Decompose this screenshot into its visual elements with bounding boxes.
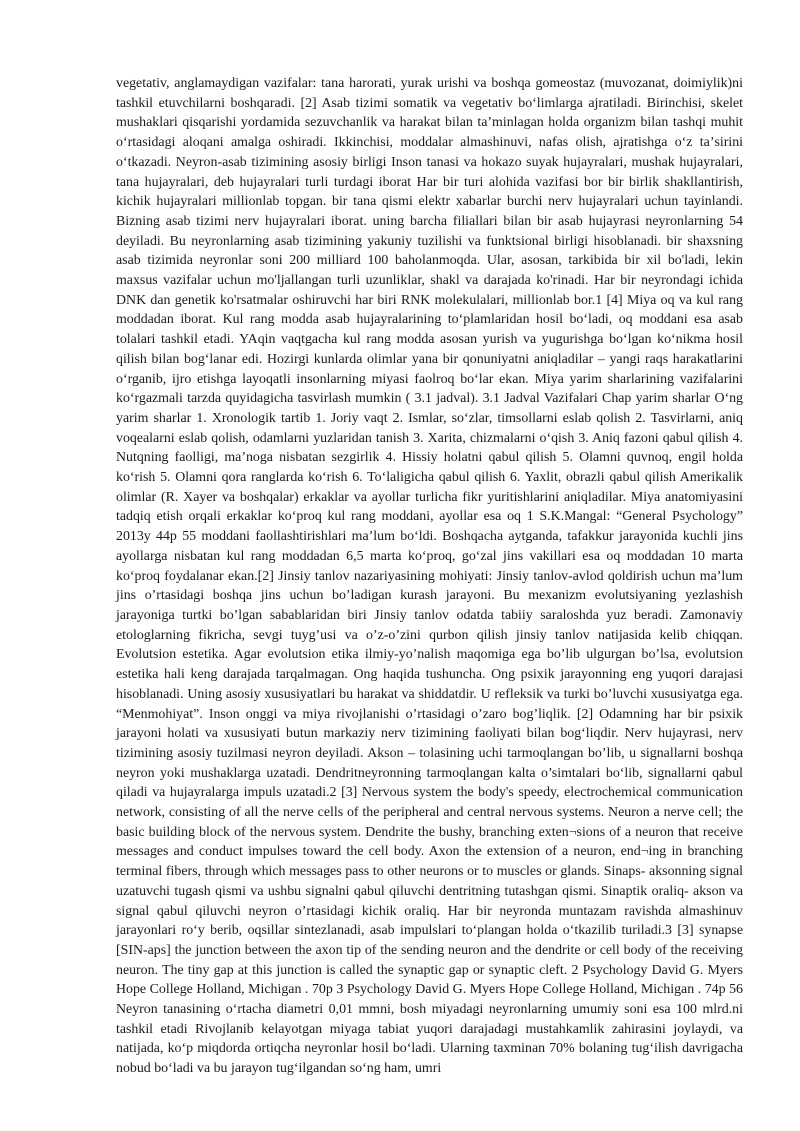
document-page [116, 74, 743, 1079]
body-paragraph: vegetativ, anglamaydigan vazifalar: tana harorati, yurak urishi va boshqa gomeostaz (muvozanat, doimiylik)ni tashkil etuvchilarni boshqaradi. [2] Asab tizimi somatik va vegetativ boʻlimlarga ajratiladi. Birinchisi, skelet mushaklari qisqarishi yordamida sezuvchanlik va harakat bilan taʼminlagan holda organizm bilan tashqi muhit oʻrtasidagi aloqani amalga oshiradi. Ikkinchisi, moddalar almashinuvi, nafas olish, ajratishga oʻz taʼsirini oʻtkazadi. Neyron-asab tizimining asosiy birligi Inson tanasi va hokazo suyak hujayralari, mushak hujayralari, tana hujayralari, deb hujayralari turli turdagi iborat Har bir turi alohida vazifasi bor bir birlik shakllantirish, kichik hujayralari millionlab topgan. bir tana qismi elektr xabarlar burchi nerv hujayralari uchun tayinlandi. Bizning asab tizimi nerv hujayralari iborat. uning barcha filiallari bilan bir asab hujayrasi neyronlarning 54 deyiladi. Bu neyronlarning asab tizimining yakuniy tuzilishi va funktsional birligi hisoblanadi. bir shaxsning asab tizimida neyronlar soni 200 milliard 100 baholanmoqda. Ular, asosan, tarkibida bir xil bo'ladi, lekin maxsus vazifalar uchun mo'ljallangan turli uzunliklar, shakl va darajada ko'rinadi. Har bir neyrondagi ichida DNK dan genetik ko'rsatmalar oshiruvchi har biri RNK molekulalari, millionlab bor.1 [4] Miya oq va kul rang moddadan iborat. Kul rang modda asab hujayralarining toʻplamlaridan hosil boʻladi, oq moddani esa asab tolalari tashkil etadi. YAqin vaqtgacha kul rang modda asosan yurish va yugurishga boʻlgan koʻnikma hosil qilish bilan bogʻlanar edi. Hozirgi kunlarda olimlar yana bir qonuniyatni aniqladilar – yangi raqs harakatlarini oʻrganib, ijro etishga layoqatli insonlarning miyasi faolroq boʻlar ekan. Miya yarim sharlarining vazifalarini koʻrgazmali tarzda quyidagicha tasvirlash mumkin ( 3.1 jadval). 3.1 Jadval Vazifalari Chap yarim sharlar Oʻng yarim sharlar 1. Xronologik tartib 1. Joriy vaqt 2. Ismlar, soʻzlar, timsollarni eslab qolish 2. Tasvirlarni, aniq voqealarni eslab qolish, odamlarni yuzlaridan tanish 3. Xarita, chizmalarni oʻqish 3. Aniq fazoni qabul qilish 4. Nutqning faolligi, maʼnoga nisbatan sezgirlik 4. Hissiy holatni qabul qilish 5. Olamni quvnoq, engil holda koʻrish 5. Olamni qora ranglarda koʻrish 6. Toʻlaligicha qabul qilish 6. Yaxlit, obrazli qabul qilish Amerikalik olimlar (R. Xayer va boshqalar) erkaklar va ayollar turlicha fikr yuritishlarini aniqladilar. Miya anatomiyasini tadqiq etish orqali erkaklar koʻproq kul rang moddani, ayollar esa oq 1 S.K.Mangal: “General Psychology” 2013y 44p 55 moddani faollashtirishlari ma’lum bo‘ldi. Boshqacha aytganda, tafakkur jarayonida kuchli jins ayollarga nisbatan kul rang moddadan 6,5 marta koʻproq, goʻzal jins vakillari esa oq moddadan 10 marta koʻproq foydalanar ekan.[2] Jinsiy tanlov nazariyasining mohiyati: Jinsiy tanlov-avlod qoldirish uchun ma’lum jins o’rtasidagi boshqa jins uchun bo’ladigan kurash jarayoni. Bu mexanizm evolutsiyaning yezlashish jarayoniga turtki bo’lgan sabablaridan biri Jinsiy tanlov odatda tabiiy saraloshda yuz beradi. Zamonaviy etologlarning fikricha, sevgi tuyg’usi va o’z-o’zini qurbon qilish jinsiy tanlov natijasida kelib chiqqan. Evolutsion estetika. Agar evolutsion etika ilmiy-yo’nalish maqomiga ega bo’lib ulgurgan bo’lsa, evolutsion estetika hali keng darajada tarqalmagan. Ong haqida tushuncha. Ong psixik jarayonning eng yuqori darajasi hisoblanadi. Uning asosiy xususiyatlari bu harakat va shiddatdir. U refleksik va turki bo’luvchi xususiyatga ega. “Menmohiyat”. Inson onggi va miya rivojlanishi o’rtasidagi o’zaro bog’liqlik. [2] Odamning har bir psixik jarayoni holati va xususiyati butun markaziy nerv tizimining faoliyati bilan bog‘liqdir. Nerv hujayrasi, nerv tizimining asosiy tuzilmasi neyron deyiladi. Akson – tolasining uchi tarmoqlangan bo’lib, u signallarni boshqa neyron yoki mushaklarga uzatadi. Dendritneyronning tarmoqlangan kalta o’simtalari bo‘lib, signallarni qabul qiladi va hujayralarga impuls uzatadi.2 [3] Nervous system the body's speedy, electrochemical communication network, consisting of all the nerve cells of the peripheral and central nervous systems. Neuron a nerve cell; the basic building block of the nervous system. Dendrite the bushy, branching exten¬sions of a neuron that receive messages and conduct impulses toward the cell body. Axon the extension of a neuron, end¬ing in branching terminal fibers, through which messages pass to other neurons or to muscles or glands. Sinaps- aksonning signal uzatuvchi tugash qismi va ushbu signalni qabul qiluvchi dentritning tutashgan qismi. Sinaptik oraliq- akson va signal qabul qiluvchi neyron o’rtasidagi kichik oraliq. Har bir neyronda muntazam ravishda almashinuv jarayonlari ro‘y berib, oqsillar sintezlanadi, asab impulslari to‘plangan holda o‘tkazilib turiladi.3 [3] synapse [SIN-aps] the junction between the axon tip of the sending neuron and the dendrite or cell body of the receiving neuron. The tiny gap at this junction is called the synaptic gap or synaptic cleft. 2 Psychology David G. Myers Hope College Holland, Michigan . 70p 3 Psychology David G. Myers Hope College Holland, Michigan . 74p 56 Neyron tanasining o‘rtacha diametri 0,01 mmni, bosh miyadagi neyronlarning umumiy soni esa 100 mlrd.ni tashkil etadi Rivojlanib kelayotgan miyaga tabiat yuqori darajadagi mustahkamlik zahirasini joylaydi, va natijada, ko‘p miqdorda ortiqcha neyronlar hosil bo‘ladi. Ularning taxminan 70% bolaning tug‘ilish davrigacha nobud bo‘ladi va bu jarayon tug‘ilgandan so‘ng ham, umri [116, 76, 743, 1077]
